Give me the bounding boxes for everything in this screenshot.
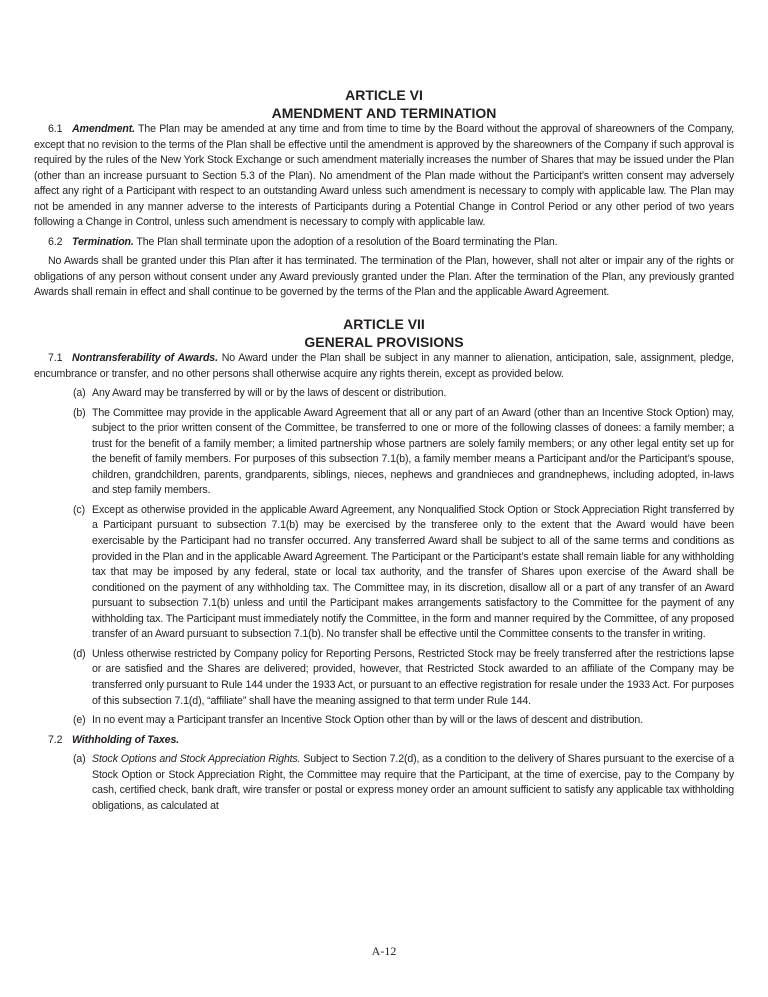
article-subtitle: AMENDMENT AND TERMINATION <box>271 105 497 121</box>
article-subtitle: GENERAL PROVISIONS <box>304 334 464 351</box>
section-7-2: 7.2 Withholding of Taxes. <box>48 733 180 746</box>
section-6-1: 6.1 Amendment. The Plan may be amended at any time and from time to time by the Board without the approval of shareowners of the Company, except that no revision to the terms of the Plan shall be effective until the amendment is approved by the shareowners of the Company if such approval is required by the rules of the New York Stock Exchange or such amendment materially increases the number of Shares that may be issued under the Plan (other than an increase pursuant to Section 5.3 of the Plan). No amendment of the Plan made without the Participant’s written consent may adversely affect any right of a Participant with respect to an outstanding Award unless such amendment is necessary to comply with applicable law. The Plan may not be amended in any manner adverse to the interests of Participants during a Potential Change in Control Period or any other period of two years following a Change in Control, unless such amendment is necessary to comply with applicable law. <box>34 123 734 229</box>
section-heading: Amendment. <box>72 123 135 135</box>
list-item: (a) Any Award may be transferred by will or by the laws of descent or distribution. <box>73 387 447 400</box>
section-6-2-paragraph: No Awards shall be granted under this Plan after it has terminated. The termination of the Plan, however, shall not alter or impair any of the rights or obligations of any person without consent under any Award previously granted under the Plan. After the termination of the Plan, any previously granted Awards shall remain in effect and shall continue to be governed by the terms of the Plan and the applicable Award Agreement. <box>34 255 734 299</box>
document-page <box>34 86 734 818</box>
section-7-1: 7.1 Nontransferability of Awards. No Award under the Plan shall be subject in any manner to alienation, anticipation, sale, assignment, pledge, encumbrance or transfer, and no other persons shall otherwise acquire any rights therein, except as provided below. <box>34 352 734 380</box>
article-title: ARTICLE VII <box>343 316 425 333</box>
list-item: (b) The Committee may provide in the applicable Award Agreement that all or any part of an Award (other than an Incentive Stock Option) may, subject to the prior written consent of the Committee, be transferred to one or more of the following classes of donees: a family member; a trust for the benefit of a family member; a limited partnership whose partners are solely family members; or any other legal entity set up for the benefit of family members. For purposes of this subsection 7.1(b), a family member means a Participant and/or the Participant’s spouse, children, grandchildren, parents, grandparents, siblings, nieces, nephews and grandnieces and grandnephews, including adopted, in-laws and step family members. <box>73 406 734 497</box>
list-item: (c) Except as otherwise provided in the applicable Award Agreement, any Nonqualified Stock Option or Stock Appreciation Right transferred by a Participant pursuant to subsection 7.1(b) may be exercised by the transferee only to the extent that the Award would have been exercisable by the Participant had no transfer occurred. Any transferred Award shall be subject to all of the same terms and conditions as provided in the Plan and in the applicable Award Agreement. The Participant or the Participant’s estate shall remain liable for any withholding tax that may be imposed by any federal, state or local tax authority, and the transfer of Shares upon exercise of the Award shall be conditioned on the payment of any withholding tax. The Committee may, in its discretion, disallow all or a part of any transfer of an Award pursuant to subsection 7.1(b) unless and until the Participant makes arrangements satisfactory to the Committee for the payment of any withholding tax. The Participant must immediately notify the Committee, in the form and manner required by the Committee, of any proposed transfer of an Award pursuant to subsection 7.1(b). No transfer shall be effective until the Committee consents to the transfer in writing. <box>73 503 734 641</box>
article-title: ARTICLE VI <box>345 87 423 103</box>
section-6-2: 6.2 Termination. The Plan shall terminate upon the adoption of a resolution of the Board terminating the Plan. <box>48 235 558 248</box>
section-heading: Termination. <box>72 235 134 248</box>
section-heading: Withholding of Taxes. <box>72 733 180 746</box>
list-item: (e) In no event may a Participant transfer an Incentive Stock Option other than by will or the laws of descent and distribution. <box>73 714 644 727</box>
list-item: (d) Unless otherwise restricted by Company policy for Reporting Persons, Restricted Stock may be freely transferred after the restrictions lapse or are satisfied and the Shares are delivered; provided, however, that Restricted Stock awarded to an affiliate of the Company may be transferred only pursuant to Rule 144 under the 1933 Act, or pursuant to an effective registration for resale under the 1933 Act. For purposes of this subsection 7.1(d), “affiliate” shall have the meaning assigned to that term under Rule 144. <box>73 647 734 707</box>
list-item: (a) Stock Options and Stock Appreciation Rights. Subject to Section 7.2(d), as a condition to the delivery of Shares pursuant to the exercise of a Stock Option or Stock Appreciation Right, the Committee may require that the Participant, at the time of exercise, pay to the Company by cash, certified check, bank draft, wire transfer or postal or express money order an amount sufficient to satisfy any applicable tax withholding obligations, as calculated at <box>73 753 734 812</box>
page-number: A-12 <box>371 944 397 958</box>
section-heading: Nontransferability of Awards. <box>72 352 218 365</box>
